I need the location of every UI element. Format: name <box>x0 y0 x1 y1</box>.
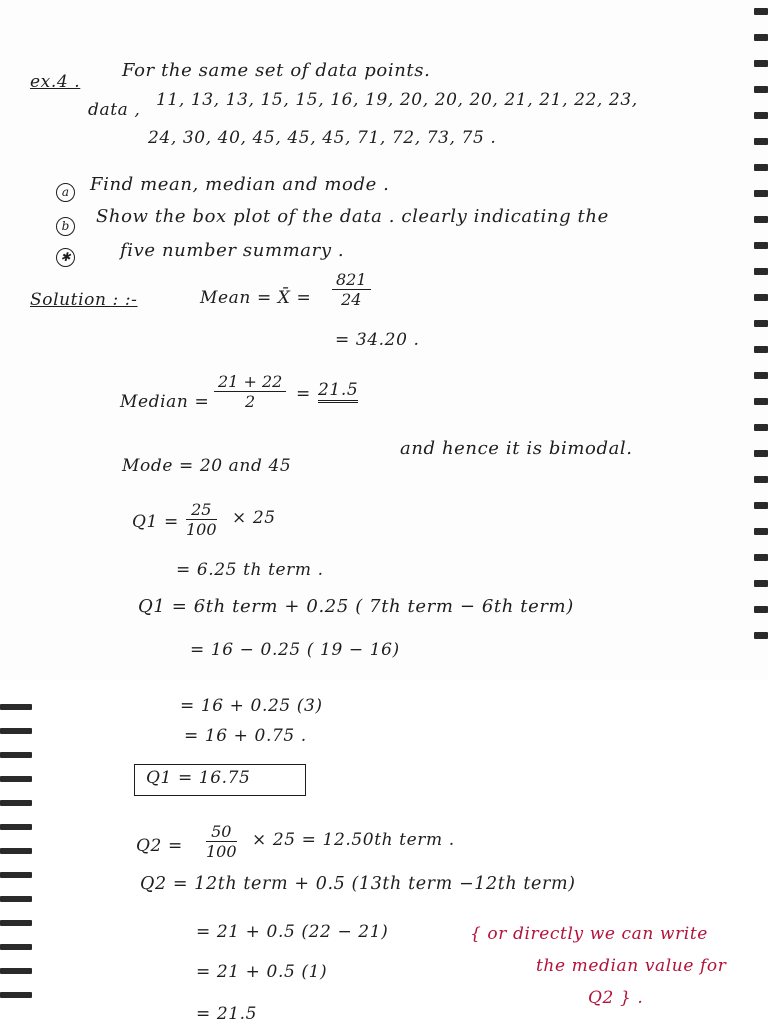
q1-times: × 25 <box>232 508 276 528</box>
note-line-3: Q2 } . <box>588 988 644 1008</box>
q1-label: Q1 = <box>132 512 179 532</box>
task-a-marker: a <box>56 183 75 202</box>
task-star-marker: ✱ <box>56 248 75 267</box>
mean-fraction <box>332 270 371 309</box>
data-label: data , <box>88 100 141 120</box>
median-result: 21.5 <box>318 380 358 403</box>
q1-interpolation: Q1 = 6th term + 0.25 ( 7th term − 6th term) <box>138 596 574 617</box>
q2-numerator: 50 <box>206 822 237 842</box>
mean-label: Mean = X̄ = <box>200 288 312 308</box>
intro-text: For the same set of data points. <box>122 60 431 81</box>
q2-label: Q2 = <box>136 836 183 856</box>
q1-step-2: = 16 + 0.25 (3) <box>180 696 323 716</box>
median-equals: = <box>296 384 311 404</box>
task-a-text: Find mean, median and mode . <box>90 174 390 195</box>
q2-interpolation: Q2 = 12th term + 0.5 (13th term −12th term) <box>140 874 576 894</box>
q2-step-3: = 21.5 <box>196 1004 258 1024</box>
q2-step-1: = 21 + 0.5 (22 − 21) <box>196 922 389 942</box>
bimodal-text: and hence it is bimodal. <box>400 438 633 459</box>
mean-numerator: 821 <box>332 270 371 290</box>
data-line-2: 24, 30, 40, 45, 45, 45, 71, 72, 73, 75 . <box>148 128 497 148</box>
mean-result: = 34.20 . <box>335 330 420 350</box>
q1-fraction <box>186 500 217 539</box>
median-denominator: 2 <box>245 392 256 411</box>
median-numerator: 21 + 22 <box>214 372 286 392</box>
solution-label: Solution : :- <box>30 290 138 310</box>
note-line-1: { or directly we can write <box>470 924 708 944</box>
median-label: Median = <box>120 392 210 412</box>
q2-step-2: = 21 + 0.5 (1) <box>196 962 328 982</box>
q1-numerator: 25 <box>186 500 217 520</box>
q2-denominator: 100 <box>206 842 237 861</box>
example-label: ex.4 . <box>30 72 81 92</box>
q2-fraction <box>206 822 237 861</box>
mode-line: Mode = 20 and 45 <box>122 456 292 476</box>
task-b-text: Show the box plot of the data . clearly indicating the <box>96 206 609 227</box>
q1-step-3: = 16 + 0.75 . <box>184 726 307 746</box>
note-line-2: the median value for <box>536 956 727 976</box>
q1-step-1: = 16 − 0.25 ( 19 − 16) <box>190 640 400 660</box>
task-c-text: five number summary . <box>120 240 345 261</box>
data-line-1: 11, 13, 13, 15, 15, 16, 19, 20, 20, 20, 21, 21, 22, 23, <box>156 90 638 110</box>
q2-rest: × 25 = 12.50th term . <box>252 830 455 850</box>
mean-denominator: 24 <box>341 290 362 309</box>
q1-denominator: 100 <box>186 520 217 539</box>
median-fraction <box>214 372 286 411</box>
q1-term: = 6.25 th term . <box>176 560 324 580</box>
q1-final: Q1 = 16.75 <box>146 768 251 788</box>
task-b-marker: b <box>56 217 75 236</box>
